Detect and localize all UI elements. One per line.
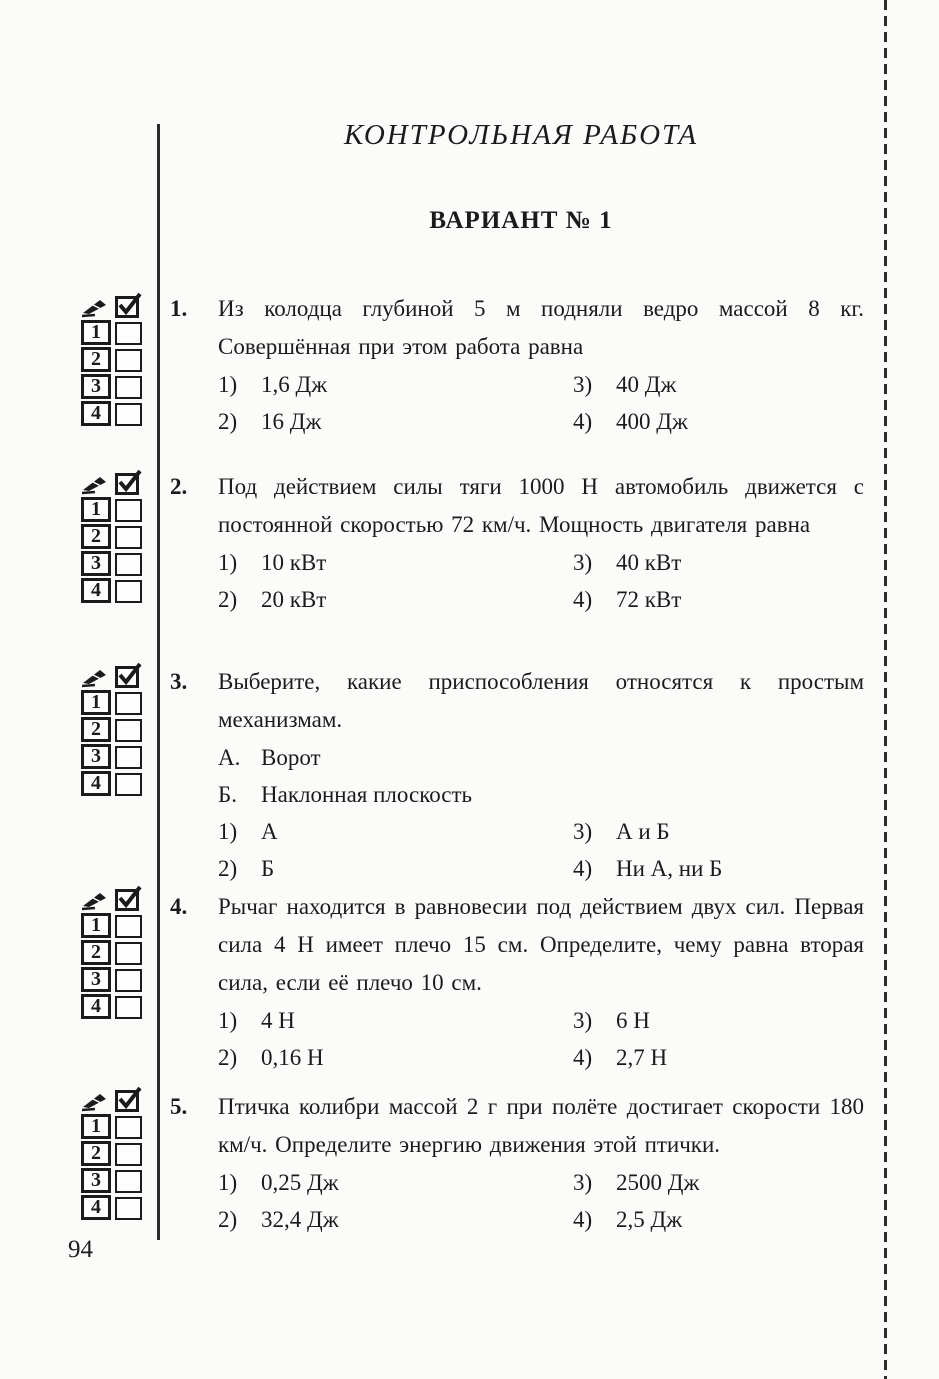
answer-empty-box [115,915,142,938]
option-text: А [261,819,278,844]
subitems [218,739,864,813]
answer-number-box: 2 [81,717,111,742]
answer-number-box: 1 [81,913,111,938]
option-label: 2) [218,409,238,434]
answer-empty-box [115,1197,142,1220]
option-label: 3) [573,550,593,575]
option-text: 4 Н [261,1008,295,1033]
option-label: 4) [573,1045,593,1070]
question-block-2 [170,468,864,618]
answer-number-box: 3 [81,744,111,769]
option-text: 20 кВт [261,587,327,612]
option-text: 2,5 Дж [616,1207,683,1232]
page-number: 94 [68,1236,93,1263]
pencil-icon [81,1089,111,1112]
option-label: 4) [573,1207,593,1232]
answer-number-box: 1 [81,1114,111,1139]
checked-checkbox-icon [115,1090,139,1112]
option-label: 1) [218,372,238,397]
option-label: 3) [573,819,593,844]
subitem-label: Б. [218,782,237,807]
answer-number-box: 3 [81,374,111,399]
answer-number-box: 4 [81,1195,111,1220]
pencil-icon [81,472,111,495]
answer-number-box: 1 [81,690,111,715]
pencil-icon [81,295,111,318]
option-text: 40 кВт [616,550,682,575]
answer-marker-q2 [81,470,147,605]
option-label: 2) [218,856,238,881]
answer-number-box: 4 [81,994,111,1019]
answer-empty-box [115,1143,142,1166]
option-text: 40 Дж [616,372,677,397]
option-label: 4) [573,409,593,434]
answer-empty-box [115,692,142,715]
option-label: 4) [573,856,593,881]
option-text: 2,7 Н [616,1045,668,1070]
option-label: 1) [218,1170,238,1195]
question-block-1 [170,290,864,440]
question-text: Выберите, какие приспособления относятся к простым механизмам. [218,669,864,732]
option-label: 4) [573,587,593,612]
question-number: 2. [170,474,188,499]
answer-empty-box [115,349,142,372]
option-text: 6 Н [616,1008,650,1033]
option-text: А и Б [616,819,670,844]
option-text: Б [261,856,275,881]
checked-checkbox-icon [115,666,139,688]
answer-empty-box [115,996,142,1019]
option-text: 72 кВт [616,587,682,612]
margin-separator-line [157,124,160,1240]
answer-number-box: 2 [81,940,111,965]
question-text: Рычаг находится в равновесии под действием двух сил. Первая сила 4 Н имеет плечо 15 см. Определите, чему равна вторая сила, если её плечо 10 см. [218,894,864,995]
option-text: 1,6 Дж [261,372,328,397]
answer-empty-box [115,942,142,965]
option-label: 2) [218,587,238,612]
option-label: 2) [218,1045,238,1070]
answer-empty-box [115,1116,142,1139]
option-text: 0,16 Н [261,1045,324,1070]
option-label: 2) [218,1207,238,1232]
checked-checkbox-icon [115,296,139,318]
answer-number-box: 3 [81,1168,111,1193]
question-number: 1. [170,296,188,321]
option-label: 3) [573,372,593,397]
option-text: 10 кВт [261,550,327,575]
question-block-5 [170,1088,864,1238]
answer-empty-box [115,553,142,576]
answer-number-box: 3 [81,967,111,992]
subitem-label: А. [218,745,241,770]
answer-empty-box [115,376,142,399]
pencil-icon [81,888,111,911]
question-block-4 [170,888,864,1076]
answer-number-box: 4 [81,578,111,603]
option-label: 1) [218,1008,238,1033]
variant-title: ВАРИАНТ № 1 [429,207,613,234]
option-text: 2500 Дж [616,1170,700,1195]
option-text: 32,4 Дж [261,1207,339,1232]
answer-marker-q5 [81,1087,147,1222]
answer-empty-box [115,1170,142,1193]
option-label: 3) [573,1170,593,1195]
options-grid [218,366,864,440]
pencil-icon [81,665,111,688]
option-text: 400 Дж [616,409,688,434]
checked-checkbox-icon [115,889,139,911]
answer-empty-box [115,499,142,522]
answer-empty-box [115,580,142,603]
answer-number-box: 1 [81,497,111,522]
answer-empty-box [115,526,142,549]
option-text: 0,25 Дж [261,1170,339,1195]
answer-number-box: 1 [81,320,111,345]
answer-marker-q3 [81,663,147,798]
options-grid [218,813,864,887]
question-block-3 [170,663,864,887]
answer-number-box: 4 [81,771,111,796]
question-number: 3. [170,669,188,694]
question-number: 4. [170,894,188,919]
option-label: 1) [218,550,238,575]
options-grid [218,1164,864,1238]
option-text: Ни А, ни Б [616,856,723,881]
answer-empty-box [115,403,142,426]
answer-number-box: 4 [81,401,111,426]
answer-number-box: 2 [81,347,111,372]
option-text: 16 Дж [261,409,322,434]
subitem-text: Наклонная плоскость [261,782,473,807]
cut-dashed-line [884,0,887,1379]
page-title: КОНТРОЛЬНАЯ РАБОТА [343,119,699,151]
answer-marker-q4 [81,886,147,1021]
subitem-text: Ворот [261,745,321,770]
answer-number-box: 2 [81,524,111,549]
options-grid [218,544,864,618]
answer-empty-box [115,969,142,992]
answer-empty-box [115,719,142,742]
question-number: 5. [170,1094,188,1119]
answer-empty-box [115,773,142,796]
answer-empty-box [115,746,142,769]
option-label: 1) [218,819,238,844]
question-text: Под действием силы тяги 1000 Н автомобиль движется с постоянной скоростью 72 км/ч. Мощность двигателя равна [218,474,864,537]
question-text: Из колодца глубиной 5 м подняли ведро массой 8 кг. Совершённая при этом работа равна [218,296,864,359]
answer-number-box: 3 [81,551,111,576]
question-text: Птичка колибри массой 2 г при полёте достигает скорости 180 км/ч. Определите энергию движения этой птички. [218,1094,864,1157]
answer-empty-box [115,322,142,345]
option-label: 3) [573,1008,593,1033]
options-grid [218,1002,864,1076]
answer-number-box: 2 [81,1141,111,1166]
checked-checkbox-icon [115,473,139,495]
answer-marker-q1 [81,293,147,428]
